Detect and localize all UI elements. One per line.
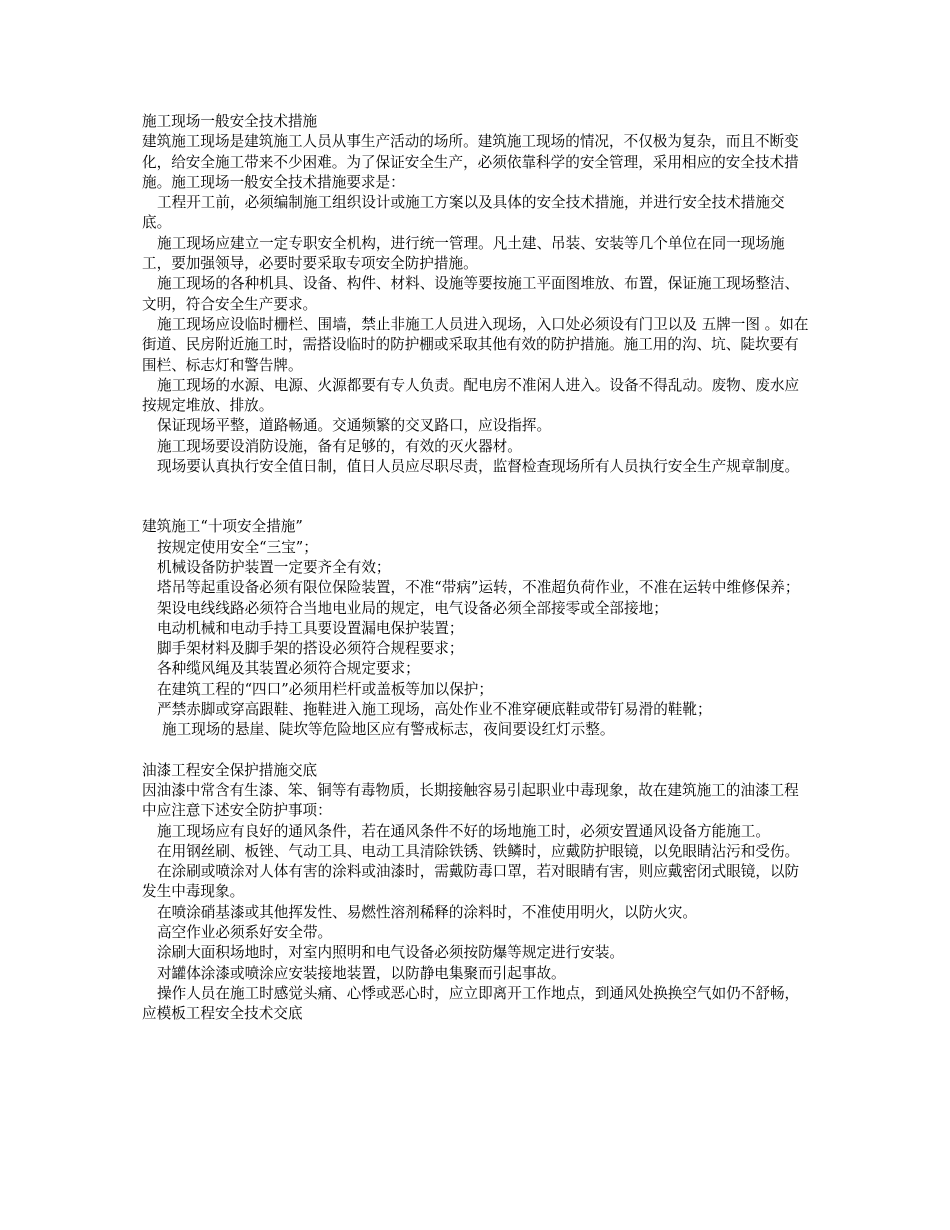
list-item: 在建筑工程的“四口”必须用栏杆或盖板等加以保护； xyxy=(157,680,493,698)
section-title: 建筑施工“十项安全措施” xyxy=(142,518,303,536)
list-item: 高空作业必须系好安全带。 xyxy=(157,923,333,941)
list-item: 施工现场要设消防设施，备有足够的，有效的灭火器材。 xyxy=(157,437,522,455)
list-item: 施工现场应设临时栅栏、围墙，禁止非施工人员进入现场，入口处必须设有门卫以及 五牌一图 。如在街道、民房附近施工时，需搭设临时的防护棚或采取其他有效的防护措施。施工用的沟、坑、陡坎要有围栏、标志灯和警告牌。 xyxy=(142,315,809,374)
section-paint-safety xyxy=(142,761,810,1025)
list-item: 施工现场应有良好的通风条件，若在通风条件不好的场地施工时，必须安置通风设备方能施工。 xyxy=(157,822,770,840)
list-item: 现场要认真执行安全值日制，值日人员应尽职尽责，监督检查现场所有人员执行安全生产规章制度。 xyxy=(157,458,800,476)
section-intro: 因油漆中常含有生漆、笨、铜等有毒物质，长期接触容易引起职业中毒现象，故在建筑施工的油漆工程中应注意下述安全防护事项： xyxy=(142,781,799,820)
document-page xyxy=(142,112,810,1024)
list-item: 对罐体涂漆或喷涂应安装接地装置，以防静电集聚而引起事故。 xyxy=(157,964,566,982)
section-intro: 建筑施工现场是建筑施工人员从事生产活动的场所。建筑施工现场的情况，不仅极为复杂，而且不断变化，给安全施工带来不少困难。为了保证安全生产，必须依靠科学的安全管理，采用相应的安全技术措施。施工现场一般安全技术措施要求是： xyxy=(142,133,799,191)
list-item: 保证现场平整，道路畅通。交通频繁的交叉路口，应设指挥。 xyxy=(157,417,552,435)
section-general-safety xyxy=(142,112,810,477)
list-item: 涂刷大面积场地时，对室内照明和电气设备必须按防爆等规定进行安装。 xyxy=(157,944,625,962)
list-item: 工程开工前，必须编制施工组织设计或施工方案以及具体的安全技术措施，并进行安全技术措施交底。 xyxy=(142,194,785,232)
section-title: 施工现场一般安全技术措施 xyxy=(142,113,318,130)
list-item: 机械设备防护装置一定要齐全有效； xyxy=(157,558,391,576)
list-item: 严禁赤脚或穿高跟鞋、拖鞋进入施工现场，高处作业不准穿硬底鞋或带钉易滑的鞋靴； xyxy=(157,701,712,719)
list-item: 电动机械和电动手持工具要设置漏电保护装置； xyxy=(157,619,464,637)
list-item: 施工现场的水源、电源、火源都要有专人负责。配电房不准闲人进入。设备不得乱动。废物、废水应按规定堆放、排放。 xyxy=(142,376,800,415)
list-item: 在喷涂硝基漆或其他挥发性、易燃性溶剂稀释的涂料时，不准使用明火，以防火灾。 xyxy=(157,903,697,921)
list-item: 架设电线线路必须符合当地电业局的规定，电气设备必须全部接零或全部接地； xyxy=(157,599,668,617)
list-item: 施工现场应建立一定专职安全机构，进行统一管理。凡土建、吊装、安装等几个单位在同一现场施工，要加强领导，必要时要采取专项安全防护措施。 xyxy=(142,234,785,273)
list-item: 施工现场的各种机具、设备、构件、材料、设施等要按施工平面图堆放、布置，保证施工现场整洁、文明，符合安全生产要求。 xyxy=(142,275,800,313)
list-item: 施工现场的悬崖、陡坎等危险地区应有警戒标志，夜间要设红灯示整。 xyxy=(162,721,615,739)
section-ten-measures xyxy=(142,517,810,740)
section-spacer xyxy=(142,741,810,761)
list-item: 在涂刷或喷涂对人体有害的涂料或油漆时，需戴防毒口罩，若对眼睛有害，则应戴密闭式眼镜，以防发生中毒现象。 xyxy=(142,863,800,901)
list-item: 操作人员在施工时感觉头痛、心悸或恶心时，应立即离开工作地点，到通风处换换空气如仍不舒畅，应模板工程安全技术交底 xyxy=(142,984,800,1023)
list-item: 各种缆风绳及其装置必须符合规定要求； xyxy=(157,660,420,678)
list-item: 脚手架材料及脚手架的搭设必须符合规程要求； xyxy=(157,640,464,658)
section-spacer xyxy=(142,477,810,517)
section-title: 油漆工程安全保护措施交底 xyxy=(142,761,318,779)
list-item: 塔吊等起重设备必须有限位保险装置，不准“带病”运转，不准超负荷作业，不准在运转中维修保养； xyxy=(157,579,800,597)
list-item: 在用钢丝刷、板锉、气动工具、电动工具清除铁锈、铁鳞时，应戴防护眼镜，以免眼睛沾污和受伤。 xyxy=(157,842,800,860)
list-item: 按规定使用安全“三宝”； xyxy=(157,538,318,556)
